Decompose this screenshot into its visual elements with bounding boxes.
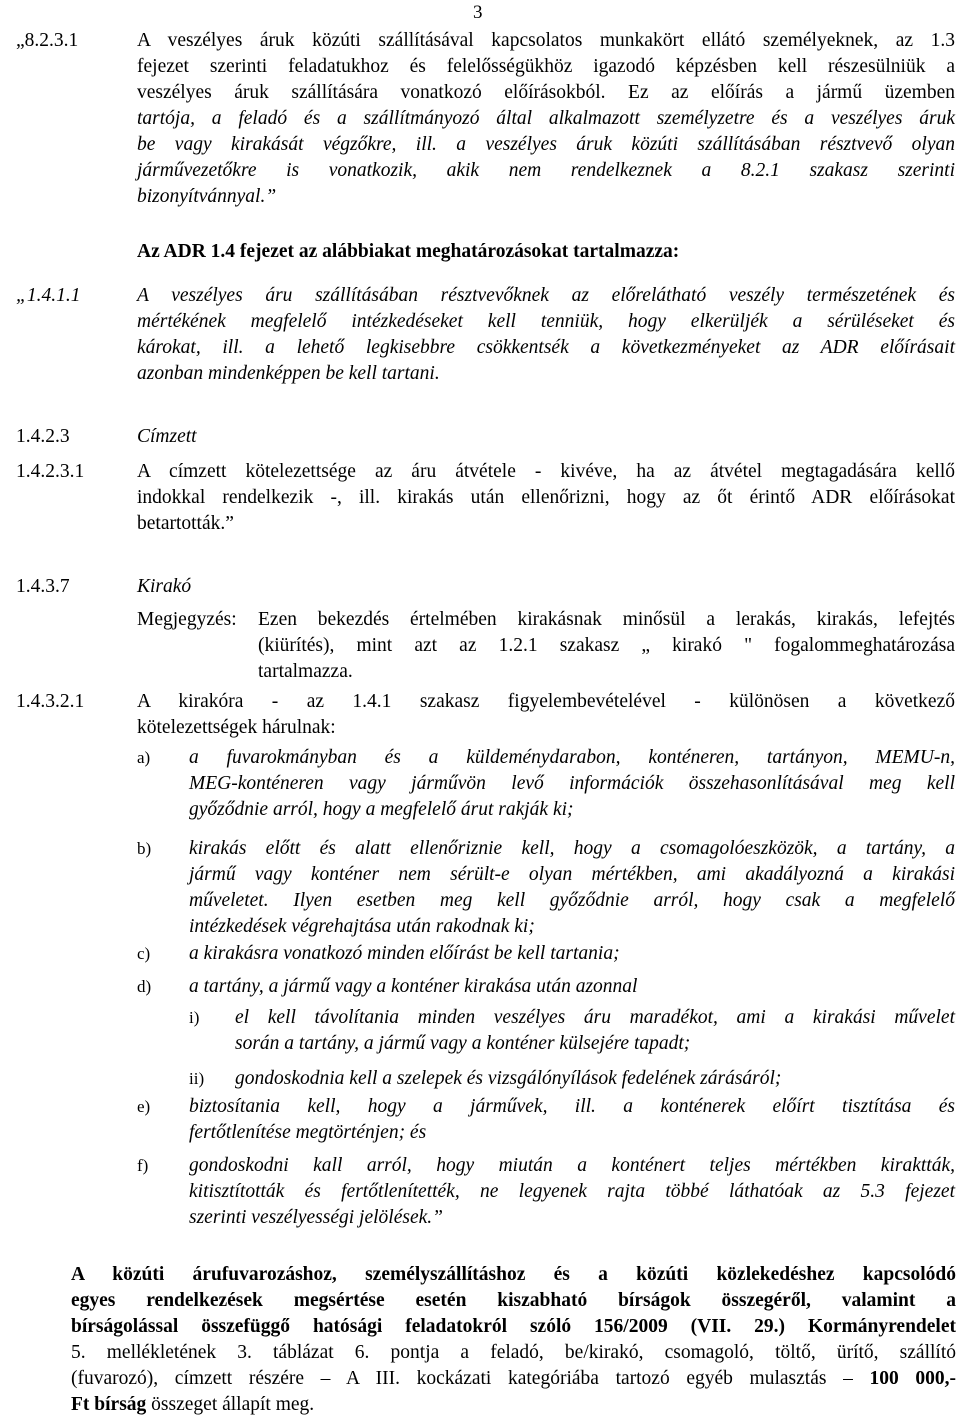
- section-number: 1.4.3.2.1: [16, 691, 85, 712]
- list-text: a kirakásra vonatkozó minden előírást be kell tartania;: [189, 943, 620, 964]
- list-label: f): [137, 1156, 149, 1175]
- section-number: 1.4.2.3.1: [16, 461, 85, 482]
- text-line: járművezetőkre is vonatkozik, akik nem rendelkeznek a 8.2.1 szakasz szerinti: [137, 160, 955, 181]
- text-line: 5. mellékletének 3. táblázat 6. pontja a feladó, be/kirakó, csomagoló, töltő, ürítő, szállító: [71, 1342, 956, 1363]
- text-line: A kirakóra - az 1.4.1 szakasz figyelembevételével - különösen a következő: [137, 691, 955, 712]
- section-number: „1.4.1.1: [16, 285, 81, 306]
- list-text: [235, 1005, 955, 1057]
- section-number: 1.4.2.3: [16, 426, 70, 447]
- adr-heading: Az ADR 1.4 fejezet az alábbiakat meghatározásokat tartalmazza:: [137, 241, 680, 262]
- text-line: során a tartány, a jármű vagy a konténer külsejére tapadt;: [235, 1033, 691, 1054]
- text-line: egyes rendelkezések megsértése esetén kiszabható bírságok összegéről, valamint a: [71, 1290, 956, 1311]
- text-line: gondoskodni kall arról, hogy miután a konténert teljes mértékben kiraktták,: [189, 1155, 955, 1176]
- text-line: tartója, a feladó és a szállítmányozó által alkalmazott személyzetre és a veszélyes áruk: [137, 108, 955, 129]
- text-line: A közúti árufuvarozáshoz, személyszállításhoz és a közúti közlekedéshez kapcsolódó: [71, 1264, 956, 1285]
- text-line: fertőtlenítése megtörténjen; és: [189, 1122, 427, 1143]
- text-line: bírságolással összefüggő hatósági feladatokról szóló 156/2009 (VII. 29.) Kormányrendelet: [71, 1316, 956, 1337]
- text-line: veszélyes áruk szállítására vonatkozó előírásokból. Ez az előírás a jármű üzemben: [137, 82, 955, 103]
- note-label: Megjegyzés:: [137, 609, 237, 630]
- text-line: szerinti veszélyességi jelölések.”: [189, 1207, 443, 1228]
- list-label: d): [137, 977, 152, 996]
- text-line: indokkal rendelkezik -, ill. kirakás után ellenőrizni, hogy az őt érintő ADR előírásokat: [137, 487, 955, 508]
- list-text: gondoskodnia kell a szelepek és vizsgálónyílások fedelének zárásáról;: [235, 1068, 782, 1089]
- text-line: bizonyítvánnyal.”: [137, 186, 277, 207]
- text-line: A veszélyes áru szállításában résztvevőknek az előrelátható veszély természetének és: [137, 285, 955, 306]
- text-fragment: összeget állapít meg.: [146, 1394, 315, 1415]
- list-label: c): [137, 944, 151, 963]
- text-line: MEG-konténeren vagy járművön levő információk összehasonlításával meg kell: [189, 773, 955, 794]
- text-line: fejezet szerinti feladatukhoz és felelősségükhöz igazodó képzésben kell részesülniük a: [137, 56, 955, 77]
- text-line: győződnie arról, hogy a megfelelő árut rakják ki;: [189, 799, 574, 820]
- text-line: jármű vagy konténer nem sérült-e olyan mértékben, ami akadályozná a kirakási: [189, 864, 955, 885]
- text-line: a fuvarokmányban és a küldeménydarabon, konténeren, tartányon, MEMU-n,: [189, 747, 955, 768]
- text-line: Ezen bekezdés értelmében kirakásnak minősül a lerakás, kirakás, lefejtés: [258, 609, 955, 630]
- section-body: [137, 689, 955, 741]
- list-label: ii): [189, 1069, 205, 1088]
- text-line: A címzett kötelezettsége az áru átvétele - kivéve, ha az átvétel megtagadására kellő: [137, 461, 955, 482]
- text-line: betartották.”: [137, 513, 234, 534]
- text-line: [71, 1392, 956, 1418]
- list-label: i): [189, 1008, 200, 1027]
- list-text: [189, 745, 955, 823]
- text-line: intézkedések végrehajtása után rakodnak ki;: [189, 916, 535, 937]
- list-label: b): [137, 839, 152, 858]
- list-text: a tartány, a jármű vagy a konténer kirakása után azonnal: [189, 976, 638, 997]
- list-label: a): [137, 748, 151, 767]
- section-title: Kirakó: [137, 576, 192, 597]
- text-line: kirakás előtt és alatt ellenőriznie kell, hogy a csomagolóeszközök, a tartány, a: [189, 838, 955, 859]
- text-line: kitisztították és fertőtlenítették, ne legyenek rajta többé láthatóak az 5.3 fejezet: [189, 1181, 955, 1202]
- text-line: mértékének megfelelő intézkedéseket kell tenniük, hogy elkerüljék a sérüléseket és: [137, 311, 955, 332]
- section-body: [137, 28, 955, 210]
- section-body: [137, 459, 955, 537]
- text-line: biztosítania kell, hogy a járművek, ill. a konténerek előírt tisztítása és: [189, 1096, 955, 1117]
- section-body: [137, 283, 955, 387]
- list-text: [189, 1094, 955, 1146]
- fine-label: Ft bírság: [71, 1394, 147, 1415]
- text-line: kötelezettségek hárulnak:: [137, 717, 336, 738]
- fine-amount: 100 000,-: [869, 1368, 956, 1389]
- text-line: tartalmazza.: [258, 661, 353, 682]
- text-line: műveletet. Ilyen esetben meg kell győződnie arról, hogy csak a megfelelő: [189, 890, 955, 911]
- regulation-paragraph: [71, 1262, 956, 1418]
- section-number: „8.2.3.1: [16, 30, 79, 51]
- text-line: A veszélyes áruk közúti szállításával kapcsolatos munkakört ellátó személyeknek, az 1.3: [137, 30, 955, 51]
- text-line: azonban mindenképpen be kell tartani.: [137, 363, 440, 384]
- text-line: be vagy kirakását végzőkre, ill. a veszélyes áruk közúti szállításában résztvevő olyan: [137, 134, 955, 155]
- text-line: [71, 1366, 956, 1392]
- text-line: (kiürítés), mint azt az 1.2.1 szakasz „ kirakó " fogalommeghatározása: [258, 635, 955, 656]
- text-line: el kell távolítania minden veszélyes áru maradékot, ami a kirakási művelet: [235, 1007, 955, 1028]
- page-number: 3: [473, 2, 483, 23]
- list-label: e): [137, 1097, 151, 1116]
- text-line: károkat, ill. a lehető legkisebbre csökkentsék a következményeket az ADR előírásait: [137, 337, 955, 358]
- section-title: Címzett: [137, 426, 197, 447]
- text-fragment: (fuvarozó), címzett részére – A III. kockázati kategóriába tartozó egyéb mulasztás –: [71, 1368, 870, 1389]
- list-text: [189, 1153, 955, 1231]
- list-text: [189, 836, 955, 940]
- section-number: 1.4.3.7: [16, 576, 70, 597]
- note-body: [258, 607, 955, 685]
